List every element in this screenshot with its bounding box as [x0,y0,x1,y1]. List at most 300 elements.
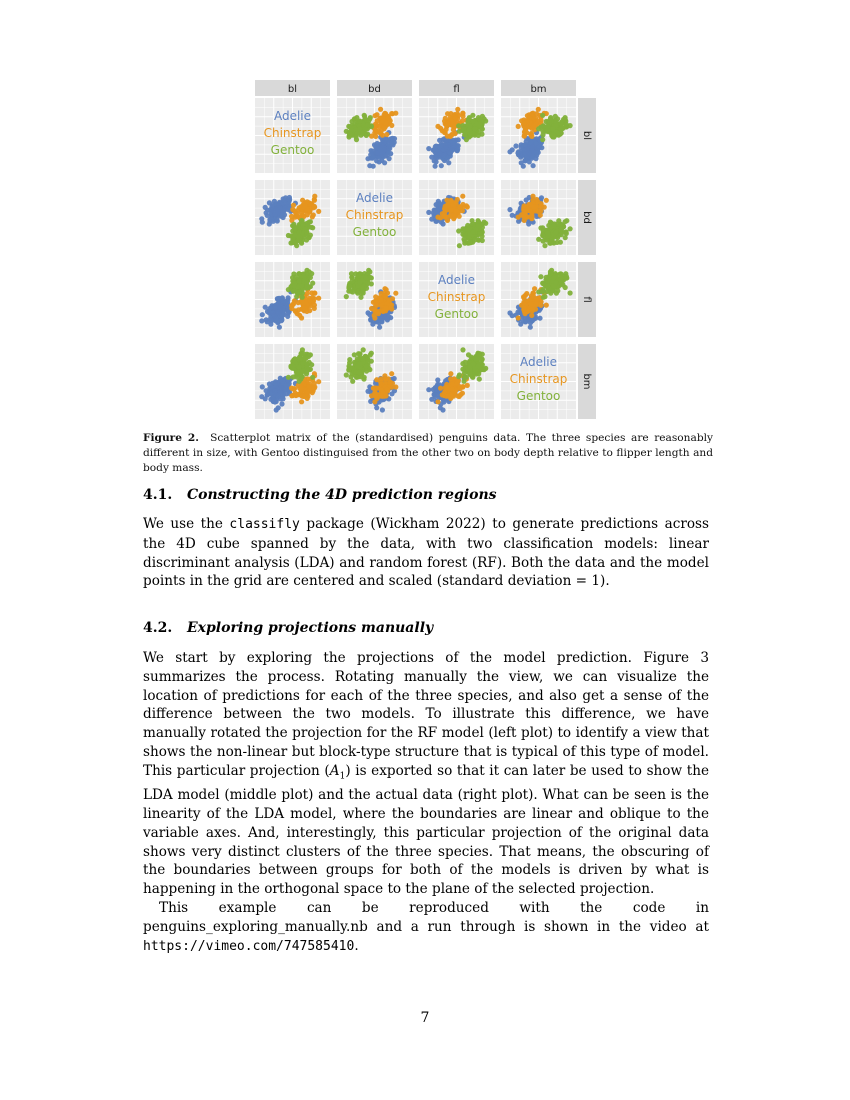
data-point [286,233,291,238]
section-heading-4-1 [143,487,497,503]
data-point [521,214,526,219]
data-point [445,156,450,161]
data-point [297,355,302,360]
data-point [382,160,387,165]
data-point [263,305,268,310]
species-legend-label: Adelie [519,355,558,369]
data-point [354,375,359,380]
data-point [523,311,528,316]
section-title: Exploring projections manually [187,620,434,636]
text-run: This example can be reproduced with the code in penguins_exploring_manually.nb and a run through is shown in the video at [143,900,709,935]
data-point [545,283,550,288]
paragraph [143,899,709,956]
data-point [310,375,315,380]
species-legend-label: Chinstrap [427,290,486,304]
data-point [457,243,462,248]
data-point [440,128,445,133]
data-point [356,274,361,279]
data-point [540,137,545,142]
data-point [378,148,383,153]
data-point [280,379,285,384]
column-label: fl [453,84,460,95]
data-point [302,357,307,362]
data-point [445,142,450,147]
data-point [304,280,309,285]
data-point [540,113,545,118]
data-point [551,275,556,280]
data-point [531,124,536,129]
data-point [476,133,481,138]
data-point [264,210,269,215]
data-point [304,268,309,273]
data-point [302,393,307,398]
data-point [260,312,265,317]
data-point [360,288,365,293]
data-point [357,280,362,285]
data-point [304,237,309,242]
data-point [290,275,295,280]
data-point [290,364,295,369]
data-point [368,148,373,153]
scatter-panel [337,344,412,419]
species-legend-label: Gentoo [434,307,479,321]
data-point [299,384,304,389]
data-point [279,401,284,406]
data-point [377,159,382,164]
data-point [434,207,439,212]
data-point [476,237,481,242]
data-point [540,233,545,238]
species-legend-label: Gentoo [270,143,315,157]
data-point [389,371,394,376]
data-point [544,198,549,203]
data-point [312,386,317,391]
section-number: 4.2. [143,620,173,636]
data-point [384,121,389,126]
data-point [463,131,468,136]
data-point [521,164,526,169]
data-point [529,156,534,161]
data-point [528,132,533,137]
data-point [301,301,306,306]
data-point [297,289,302,294]
data-point [312,291,317,296]
data-point [528,301,533,306]
data-point [347,131,352,136]
data-point [370,156,375,161]
data-point [270,202,275,207]
data-point [304,361,309,366]
data-point [380,316,385,321]
data-point [295,392,300,397]
data-point [295,211,300,216]
text-run: We start by exploring the projections of the model prediction. Figure 3 summarizes the process. Rotating manually the view, we can visualize the location of predictions for each of the three species, and also get a sense of the difference between the two models. To illustrate this difference, we have manually rotated the projection for the RF model (left plot) to identify a view that shows the non-linear but block-type structure that is typical of this type of model. This particular projection ( [143,650,709,779]
data-point [450,132,455,137]
data-point [356,351,361,356]
data-point [460,111,465,116]
text-run: We use the [143,516,230,532]
data-point [483,366,488,371]
data-point [308,275,313,280]
data-point [558,227,563,232]
data-point [439,163,444,168]
column-label: bd [368,84,381,95]
package-name-code: classifly [229,517,300,532]
data-point [446,160,451,165]
scatter-panel [255,180,330,255]
data-point [361,377,366,382]
data-point [308,352,313,357]
scatter-panel [419,180,494,255]
data-point [521,318,526,323]
data-point [376,311,381,316]
data-point [455,197,460,202]
data-point [280,295,285,300]
data-point [312,296,317,301]
data-point [390,111,395,116]
data-point [271,397,276,402]
data-point [563,219,568,224]
data-point [457,214,462,219]
data-point [393,291,398,296]
data-point [383,111,388,116]
data-point [538,225,543,230]
data-point [457,204,462,209]
text-run: ) is exported so that it can later be used to show the LDA model (middle plot) and the actual data (right plot). What can be seen is the linearity of the LDA model, where the boundaries are linear and oblique to the variable axes. And, interestingly, this particular projection of the original data shows very distinct clusters of the three species. That means, the obscuring of the boundaries between groups for both of the models is driven by what is happening in the orthogonal space to the plane of the selected projection. [143,762,710,898]
data-point [445,203,450,208]
data-point [536,143,541,148]
data-point [529,313,534,318]
data-point [279,313,284,318]
data-point [516,124,521,129]
data-point [529,140,534,145]
data-point [448,371,453,376]
data-point [267,306,272,311]
data-point [534,197,539,202]
data-point [301,351,306,356]
data-point [483,118,488,123]
text-run: package (Wickham 2022) to generate predictions across the 4D cube spanned by the data, with two classification models: linear discriminant analysis (LDA) and random forest (RF). Both the data and the model points in the grid are centered and scaled (standard deviation = 1). [143,516,709,590]
data-point [522,148,527,153]
data-point [542,243,547,248]
data-point [310,214,315,219]
data-point [390,381,395,386]
scatter-panel [337,262,412,337]
data-point [483,221,488,226]
data-point [259,216,264,221]
scatter-panel [255,344,330,419]
data-point [291,301,296,306]
row-label: bl [581,130,592,141]
data-point [426,387,431,392]
data-point [528,203,533,208]
data-point [440,392,445,397]
data-point [364,275,369,280]
data-point [312,197,317,202]
data-point [445,386,450,391]
data-point [357,126,362,131]
data-point [477,377,482,382]
data-point [521,294,526,299]
species-legend-label: Chinstrap [509,372,568,386]
data-point [457,394,462,399]
data-point [455,107,460,112]
data-point [367,312,372,317]
data-point [275,218,280,223]
data-point [289,214,294,219]
data-point [263,205,268,210]
data-point [260,384,265,389]
data-point [357,119,362,124]
data-point [540,238,545,243]
data-point [302,305,307,310]
data-point [450,381,455,386]
data-point [468,124,473,129]
data-point [274,316,279,321]
data-point [279,200,284,205]
data-point [378,107,383,112]
data-point [555,288,560,293]
data-point [455,381,460,386]
data-point [287,197,292,202]
data-point [297,230,302,235]
text-run: . [354,937,359,954]
data-point [360,357,365,362]
diagonal-legend-panel [255,98,330,173]
data-point [308,219,313,224]
data-point [292,288,297,293]
data-point [456,143,461,148]
data-point [290,223,295,228]
data-point [472,126,477,131]
data-point [364,364,369,369]
data-point [529,306,534,311]
data-point [540,132,545,137]
data-point [434,159,439,164]
data-point [457,372,462,377]
data-point [545,124,550,129]
data-point [554,280,559,285]
data-point [368,352,373,357]
data-point [277,325,282,330]
data-point [349,275,354,280]
data-point [460,194,465,199]
diagonal-legend-panel [501,344,576,419]
data-point [534,296,539,301]
data-point [347,283,352,288]
data-point [281,396,286,401]
data-point [291,203,296,208]
data-point [267,386,272,391]
data-point [532,286,537,291]
data-point [348,289,353,294]
data-point [312,306,317,311]
data-point [551,223,556,228]
data-point [438,386,443,391]
data-point [383,293,388,298]
data-point [304,230,309,235]
species-legend-label: Gentoo [516,389,561,403]
data-point [316,209,321,214]
data-point [299,370,304,375]
data-point [465,383,470,388]
data-point [276,405,281,410]
data-point [471,361,476,366]
data-point [268,322,273,327]
scatter-panel [501,262,576,337]
scatter-panel [255,262,330,337]
data-point [450,148,455,153]
data-point [558,121,563,126]
scatterplot-matrix [255,80,600,420]
caption-label: Figure 2. [143,432,199,444]
data-point [312,204,317,209]
scatter-panel [419,344,494,419]
data-point [354,137,359,142]
data-point [364,133,369,138]
data-point [347,360,352,365]
data-point [546,223,551,228]
data-point [384,387,389,392]
data-point [522,305,527,310]
data-point [281,306,286,311]
data-point [536,126,541,131]
data-point [379,376,384,381]
data-point [550,237,555,242]
data-point [385,153,390,158]
data-point [344,294,349,299]
data-point [348,374,353,379]
data-point [435,399,440,404]
data-point [461,126,466,131]
diagonal-legend-panel [419,262,494,337]
data-point [531,163,536,168]
diagonal-legend-panel [337,180,412,255]
section-4-2-body [143,649,709,956]
column-label: bl [287,84,298,95]
data-point [281,215,286,220]
data-point [438,143,443,148]
data-point [291,387,296,392]
data-point [373,113,378,118]
data-point [357,361,362,366]
math-symbol: A [329,762,340,779]
data-point [471,119,476,124]
data-point [299,399,304,404]
data-point [460,347,465,352]
data-point [516,315,521,320]
data-point [448,212,453,217]
data-point [286,295,291,300]
data-point [381,140,386,145]
species-legend-label: Adelie [437,273,476,287]
row-label: bd [581,211,592,224]
scatter-panel [419,98,494,173]
data-point [275,209,280,214]
data-point [551,126,556,131]
data-point [464,203,469,208]
data-point [522,203,527,208]
data-point [426,210,431,215]
caption-text: Scatterplot matrix of the (standardised) penguins data. The three species are reasonably different in size, with Gentoo distinguised from the other two on body depth relative to flipper length and body mass. [143,432,713,474]
data-point [264,317,269,322]
paragraph [143,649,709,899]
data-point [554,230,559,235]
data-point [387,144,392,149]
data-point [560,126,565,131]
scatter-panel [501,98,576,173]
page-number: 7 [420,1010,430,1026]
data-point [368,115,373,120]
data-point [540,289,545,294]
data-point [544,275,549,280]
data-point [555,240,560,245]
data-point [292,283,297,288]
data-point [375,303,380,308]
data-point [286,287,291,292]
data-point [259,318,264,323]
data-point [259,394,264,399]
data-point [291,374,296,379]
data-point [344,372,349,377]
data-point [376,128,381,133]
data-point [384,393,389,398]
data-point [292,240,297,245]
data-point [523,128,528,133]
section-4-1-body [143,515,709,591]
data-point [468,240,473,245]
data-point [445,111,450,116]
data-point [551,133,556,138]
section-heading-4-2 [143,620,433,636]
video-link[interactable]: https://vimeo.com/747585410 [143,938,355,954]
data-point [476,115,481,120]
data-point [273,381,278,386]
data-point [528,325,533,330]
data-point [445,393,450,398]
data-point [544,303,549,308]
data-point [433,394,438,399]
data-point [302,203,307,208]
data-point [473,357,478,362]
data-point [564,231,569,236]
data-point [433,164,438,169]
data-point [373,294,378,299]
row-label: fl [581,296,592,303]
scatter-panel [337,98,412,173]
data-point [564,122,569,127]
data-point [283,206,288,211]
data-point [513,143,518,148]
data-point [275,393,280,398]
data-point [299,283,304,288]
data-point [542,294,547,299]
data-point [507,207,512,212]
data-point [275,301,280,306]
data-point [455,111,460,116]
data-point [464,137,469,142]
data-point [312,381,317,386]
data-point [534,150,539,155]
data-point [462,374,467,379]
data-point [510,147,515,152]
data-point [429,155,434,160]
section-title: Constructing the 4D prediction regions [187,487,497,503]
data-point [434,202,439,207]
data-point [283,300,288,305]
data-point [297,364,302,369]
data-point [554,119,559,124]
